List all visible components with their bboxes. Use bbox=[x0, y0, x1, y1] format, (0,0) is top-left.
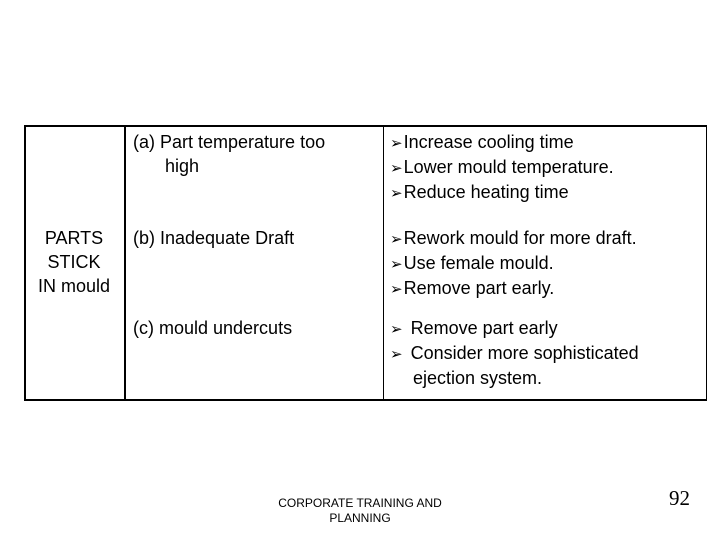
page-number: 92 bbox=[669, 486, 690, 510]
remedy-item: ➢ Remove part early bbox=[390, 318, 558, 338]
footer bbox=[262, 496, 458, 526]
arrow-bullet-icon: ➢ bbox=[390, 280, 403, 298]
remedy-cell-a bbox=[390, 130, 614, 205]
remedy-item: ➢Remove part early. bbox=[390, 278, 555, 298]
remedy-cell-c bbox=[390, 316, 639, 390]
column-divider bbox=[383, 125, 384, 401]
cause-text: (b) Inadequate Draft bbox=[133, 228, 295, 248]
arrow-bullet-icon: ➢ bbox=[390, 230, 403, 248]
remedy-item: ➢ Consider more sophisticated bbox=[390, 343, 639, 363]
arrow-bullet-icon: ➢ bbox=[390, 134, 403, 152]
cause-cell-a bbox=[133, 130, 325, 178]
arrow-bullet-icon: ➢ bbox=[390, 320, 403, 338]
cause-cell-b bbox=[133, 226, 294, 250]
arrow-bullet-icon: ➢ bbox=[390, 184, 403, 202]
problem-cell bbox=[22, 226, 126, 298]
arrow-bullet-icon: ➢ bbox=[390, 255, 403, 273]
remedy-item: ➢Rework mould for more draft. bbox=[390, 228, 637, 248]
arrow-bullet-icon: ➢ bbox=[390, 159, 403, 177]
cause-text: high bbox=[165, 156, 200, 176]
footer-line: CORPORATE TRAINING AND bbox=[278, 496, 442, 510]
remedy-item: ➢Reduce heating time bbox=[390, 182, 569, 202]
cause-text: (c) mould undercuts bbox=[133, 318, 293, 338]
problem-line: IN mould bbox=[37, 276, 111, 296]
problem-line: STICK bbox=[47, 252, 101, 272]
remedy-item: ➢Increase cooling time bbox=[390, 132, 574, 152]
cause-text: (a) Part temperature too bbox=[133, 132, 326, 152]
remedy-item: ➢Lower mould temperature. bbox=[390, 157, 614, 177]
remedy-item: ➢Use female mould. bbox=[390, 253, 554, 273]
problem-line: PARTS bbox=[44, 228, 104, 248]
arrow-bullet-icon: ➢ bbox=[390, 345, 403, 363]
cause-cell-c bbox=[133, 316, 292, 340]
remedy-continuation: ejection system. bbox=[413, 368, 543, 388]
remedy-cell-b bbox=[390, 226, 637, 301]
footer-line: PLANNING bbox=[329, 511, 391, 525]
